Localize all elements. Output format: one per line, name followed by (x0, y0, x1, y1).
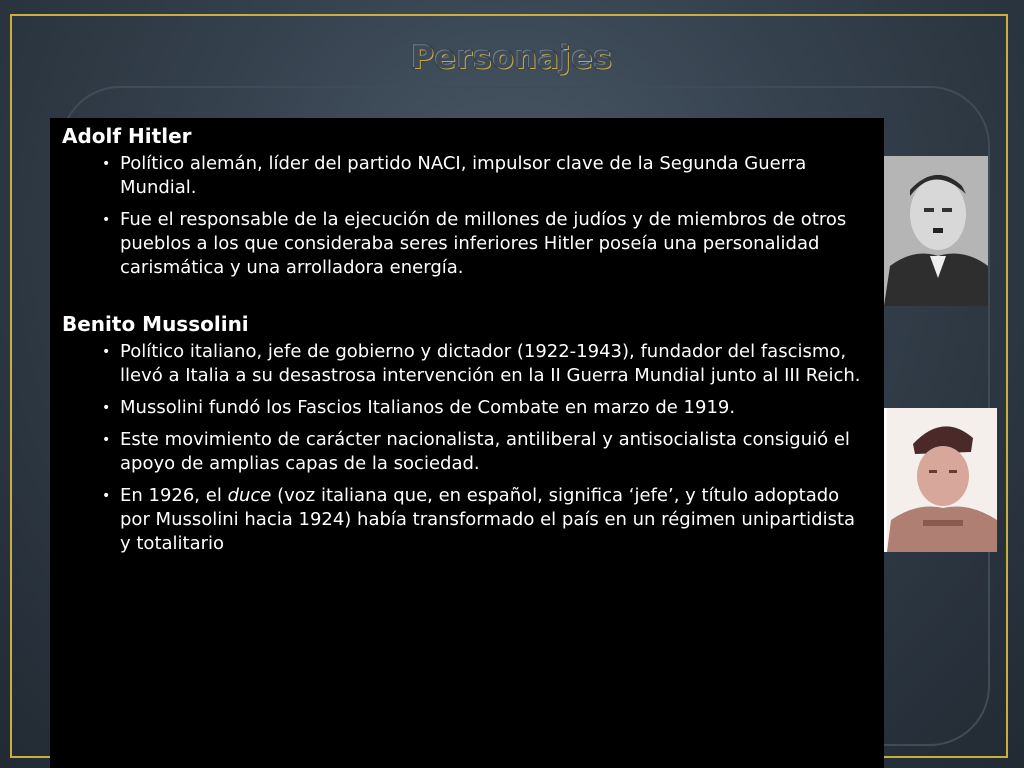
list-item: • Político alemán, líder del partido NACI, impulsor clave de la Segunda Guerra Mundial. (102, 153, 807, 198)
list-item: • Mussolini fundó los Fascios Italianos de Combate en marzo de 1919. (102, 397, 736, 418)
mussolini-portrait (884, 408, 997, 552)
content-panel (50, 118, 884, 768)
bullet-icon: • (102, 432, 111, 448)
bullet-icon: • (102, 488, 111, 504)
list-item: • Político italiano, jefe de gobierno y dictador (1922-1943), fundador del fascismo, llevó a Italia a su desastrosa intervención en la II Guerra Mundial junto al III Reich. (102, 341, 861, 386)
section-heading-hitler: Adolf Hitler (62, 124, 192, 148)
bullet-icon: • (102, 212, 111, 228)
bullet-list-mussolini (62, 340, 870, 556)
bullet-list-hitler (62, 152, 870, 280)
list-item: • Fue el responsable de la ejecución de millones de judíos y de miembros de otros pueblos a los que consideraba seres inferiores Hitler poseía una personalidad carismática y una arrolladora energía. (102, 209, 847, 278)
bullet-icon: • (102, 344, 111, 360)
bullet-icon: • (102, 156, 111, 172)
portrait-icon (887, 408, 997, 552)
list-item: • Este movimiento de carácter nacionalista, antiliberal y antisocialista consiguió el apoyo de amplias capas de la sociedad. (102, 429, 850, 474)
slide-title: Personajes (411, 40, 613, 76)
hitler-portrait (884, 156, 988, 306)
section-heading-mussolini: Benito Mussolini (62, 312, 249, 336)
portrait-icon (884, 156, 988, 306)
bullet-text-duce: En 1926, el duce (voz italiana que, en español, significa ‘jefe’, y título adoptado por Mussolini hacia 1924) había transformado el país en un régimen unipartidista y totalitario (120, 485, 856, 554)
list-item (102, 484, 870, 556)
bullet-icon: • (102, 400, 111, 416)
